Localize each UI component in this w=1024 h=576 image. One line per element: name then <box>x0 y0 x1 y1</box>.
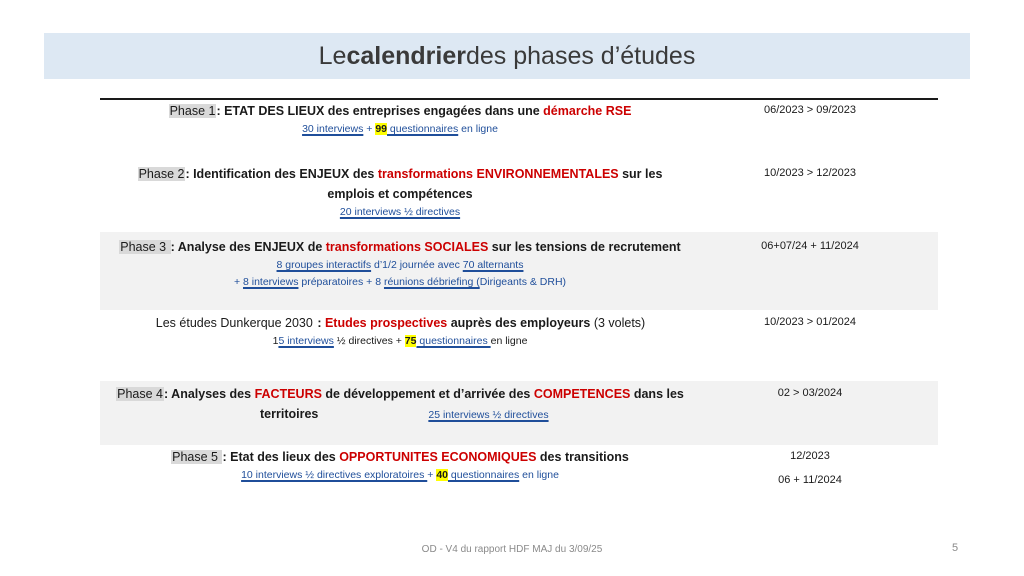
phase-3-row: Phase 3 : Analyse des ENJEUX de transformations SOCIALES sur les tensions de recrutement 8 groupes interactifs d’1/2 journée avec 70 alternants + 8 interviews préparatoires + 8 réunions débriefing (Dirigeants & DRH) <box>120 240 681 288</box>
title-bold: calendrier <box>346 41 466 70</box>
phase-2-date: 10/2023 > 12/2023 <box>763 167 857 179</box>
phase-1-date: 06/2023 > 09/2023 <box>763 104 857 116</box>
phase-3-tag: Phase 3 <box>120 240 170 254</box>
dunkerque-date: 10/2023 > 01/2024 <box>763 316 857 328</box>
page-title <box>44 33 970 79</box>
phase-4-tag: Phase 4 <box>117 387 163 401</box>
footer: OD - V4 du rapport HDF MAJ du 3/09/25 <box>421 544 603 555</box>
phase-5-row: Phase 5 : Etat des lieux des OPPORTUNITES ECONOMIQUES des transitions 10 interviews ½ directives exploratoires + 40 questionnaires en ligne <box>172 450 629 481</box>
phase-4-date: 02 > 03/2024 <box>777 387 843 399</box>
phase-3-date: 06+07/24 + 11/2024 <box>761 240 859 252</box>
phase-4-row: Phase 4: Analyses des FACTEURS de développement et d’arrivée des COMPETENCES dans les territoires 25 interviews ½ directives <box>117 387 684 421</box>
phase-5-tag: Phase 5 <box>172 450 222 464</box>
phase-2-row: Phase 2: Identification des ENJEUX des transformations ENVIRONNEMENTALES sur les emplois et compétences 20 interviews ½ directives <box>138 167 663 218</box>
phase-5-date: 12/2023 <box>790 450 830 462</box>
phase-1-row: Phase 1: ETAT DES LIEUX des entreprises engagées dans une démarche RSE 30 interviews + 99 questionnaires en ligne <box>169 104 632 135</box>
table-top-rule <box>100 98 938 100</box>
dunkerque-row: Les études Dunkerque 2030 : Etudes prospectives auprès des employeurs (3 volets) 15 interviews ½ directives + 75 questionnaires en ligne <box>155 316 646 347</box>
phase-2-tag: Phase 2 <box>138 167 185 181</box>
phase-5-date-2: 06 + 11/2024 <box>778 474 842 486</box>
title-prefix: Le <box>318 41 347 70</box>
title-suffix: des phases d’études <box>465 41 696 70</box>
page-number: 5 <box>952 542 959 554</box>
dunkerque-tag: Les études Dunkerque 2030 <box>155 316 317 330</box>
phase-1-tag: Phase 1 <box>169 104 216 118</box>
